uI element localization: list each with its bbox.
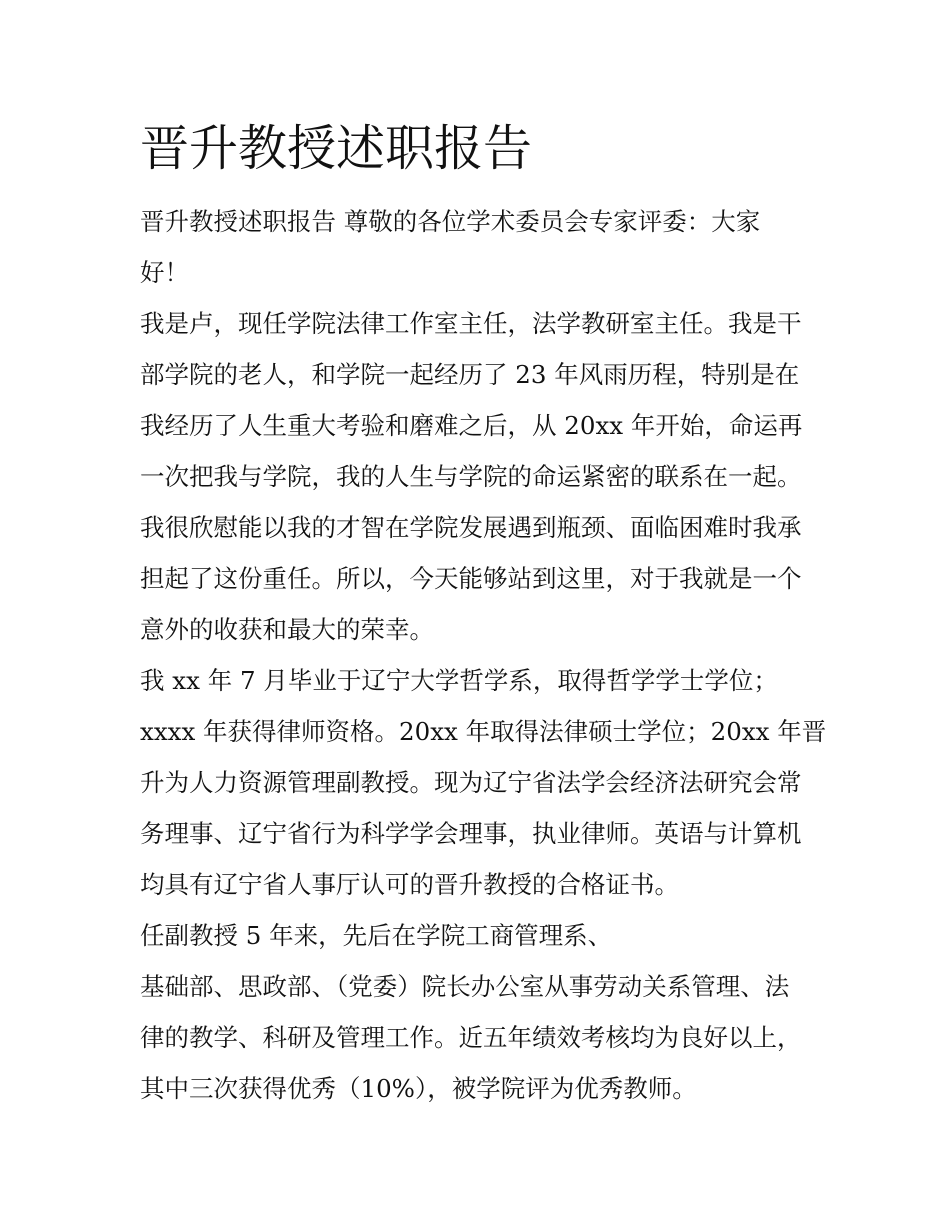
body-line: 升为人力资源管理副教授。现为辽宁省法学会经济法研究会常	[140, 768, 802, 797]
body-line: 我是卢，现任学院法律工作室主任，法学教研室主任。我是干	[140, 309, 802, 338]
body-line: 意外的收获和最大的荣幸。	[140, 615, 434, 644]
body-line: 律的教学、科研及管理工作。近五年绩效考核均为良好以上，	[140, 1023, 802, 1052]
body-line: 均具有辽宁省人事厅认可的晋升教授的合格证书。	[140, 870, 679, 899]
body-line: 部学院的老人，和学院一起经历了 23 年风雨历程，特别是在	[140, 360, 800, 389]
document-title: 晋升教授述职报告	[140, 120, 533, 177]
body-line: 基础部、思政部、（党委）院长办公室从事劳动关系管理、法	[140, 972, 790, 1001]
document-body	[140, 196, 827, 1114]
body-line: 担起了这份重任。所以，今天能够站到这里，对于我就是一个	[140, 564, 802, 593]
body-line: 好！	[140, 258, 189, 287]
body-line: 我经历了人生重大考验和磨难之后，从 20xx 年开始，命运再	[140, 411, 803, 440]
body-line: 任副教授 5 年来，先后在学院工商管理系、	[140, 921, 613, 950]
body-line: 我很欣慰能以我的才智在学院发展遇到瓶颈、面临困难时我承	[140, 513, 802, 542]
body-line: xxxx 年获得律师资格。20xx 年取得法律硕士学位；20xx 年晋	[140, 717, 827, 746]
body-line: 我 xx 年 7 月毕业于辽宁大学哲学系，取得哲学学士学位；	[140, 666, 778, 695]
body-line: 务理事、辽宁省行为科学学会理事，执业律师。英语与计算机	[140, 819, 802, 848]
body-line: 晋升教授述职报告 尊敬的各位学术委员会专家评委：大家	[140, 207, 761, 236]
body-line: 其中三次获得优秀（10%），被学院评为优秀教师。	[140, 1074, 697, 1103]
body-line: 一次把我与学院，我的人生与学院的命运紧密的联系在一起。	[140, 462, 802, 491]
